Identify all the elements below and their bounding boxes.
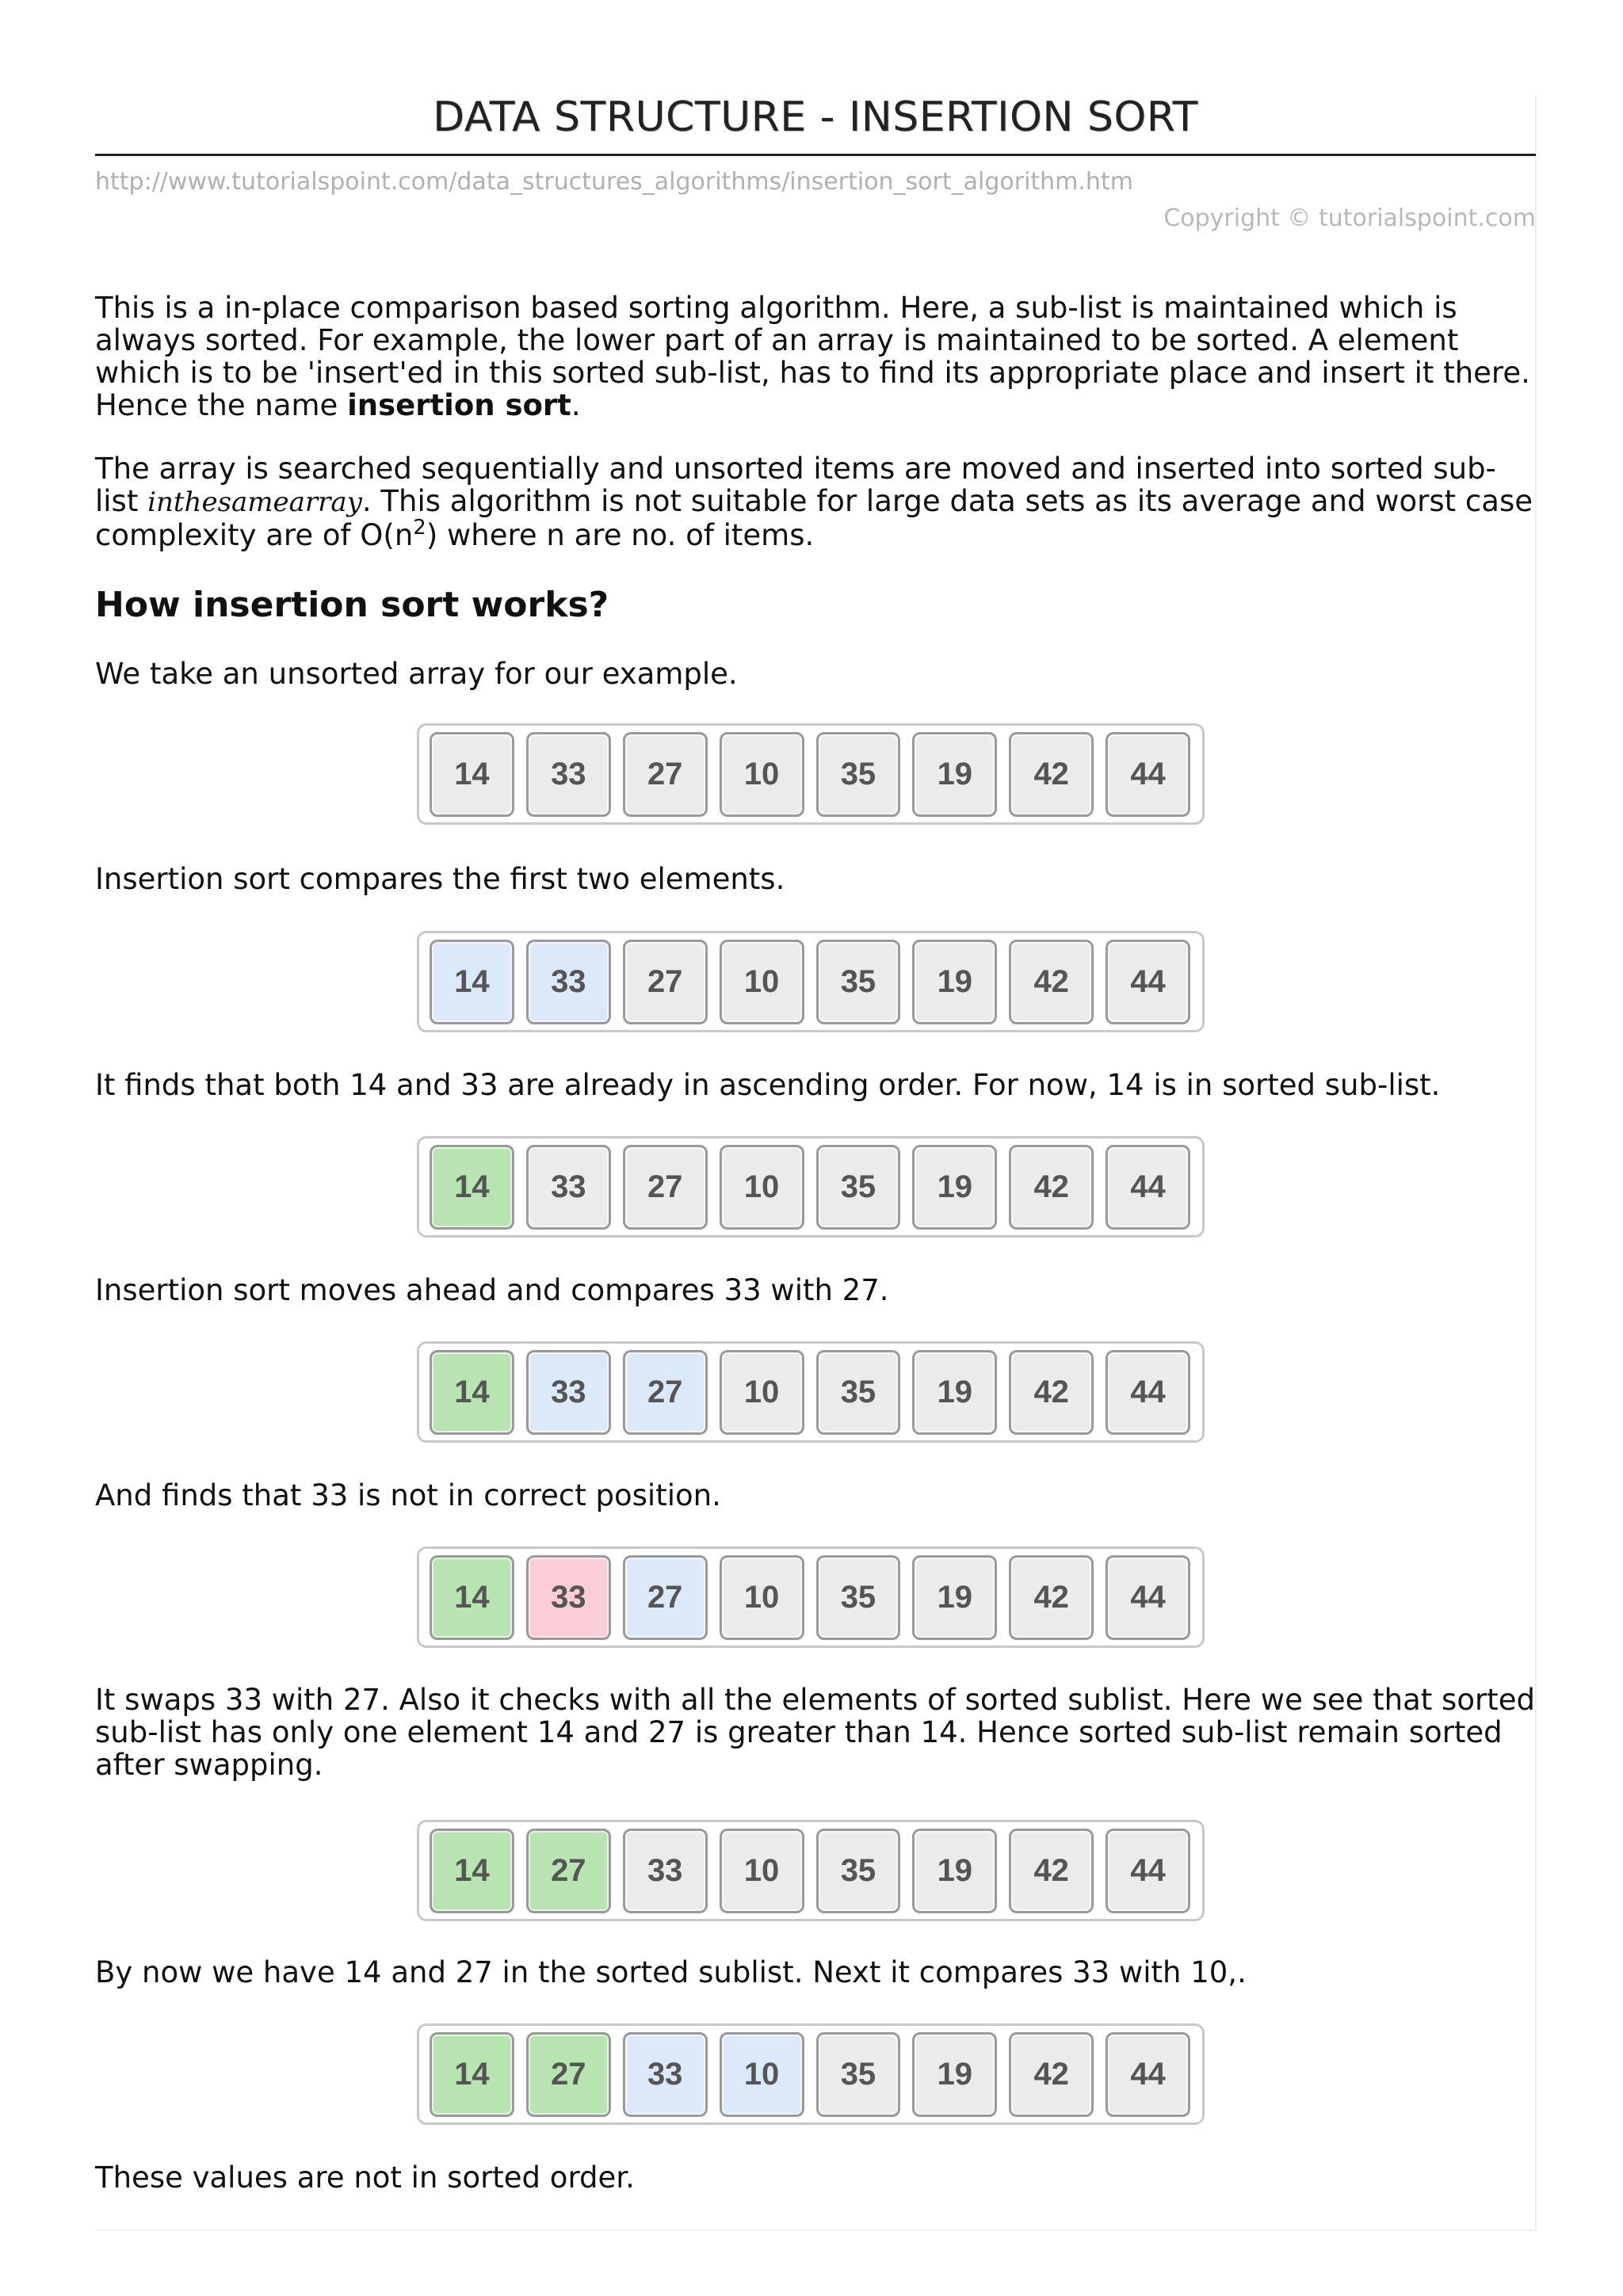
intro-p1-text: This is a in-place comparison based sorting algorithm. Here, a sub-list is maintained which is always sorted. For example, the lower part of an array is maintained to be sorted. A element which is to be 'insert'ed in this sorted sub-list, has to find its appropriate place and insert it there. Hence the name bbox=[95, 291, 1530, 422]
array-cell: 35 bbox=[816, 732, 901, 817]
intro-p1-end: . bbox=[571, 388, 581, 422]
intro-p2-mid: . This algorithm is not suitable for large data sets as its average and worst case complexity are of O(n bbox=[95, 484, 1533, 552]
array-cell: 27 bbox=[623, 732, 708, 817]
array-diagram-3 bbox=[417, 1136, 1205, 1238]
array-cell: 44 bbox=[1106, 1145, 1190, 1230]
array-cell: 10 bbox=[720, 1350, 804, 1435]
array-diagram-5 bbox=[417, 1547, 1205, 1648]
array-cell: 14 bbox=[430, 1145, 514, 1230]
array-cell: 33 bbox=[623, 2032, 708, 2117]
array-cell: 14 bbox=[430, 1829, 514, 1913]
document-page bbox=[95, 0, 1536, 2296]
array-cell: 27 bbox=[526, 2032, 611, 2117]
array-cell: 19 bbox=[912, 2032, 997, 2117]
array-cell: 33 bbox=[623, 1829, 708, 1913]
array-cell: 42 bbox=[1009, 2032, 1094, 2117]
array-cell: 27 bbox=[623, 1145, 708, 1230]
intro-paragraph-1 bbox=[95, 292, 1536, 421]
title-divider bbox=[95, 154, 1536, 156]
array-diagram-7 bbox=[417, 2023, 1205, 2125]
array-cell: 42 bbox=[1009, 1555, 1094, 1640]
array-cell: 19 bbox=[912, 1555, 997, 1640]
array-cell: 10 bbox=[720, 732, 804, 817]
array-cell: 35 bbox=[816, 1829, 901, 1913]
array-cell: 42 bbox=[1009, 940, 1094, 1024]
array-cell: 27 bbox=[623, 1350, 708, 1435]
array-cell: 42 bbox=[1009, 1145, 1094, 1230]
intro-p2-italic: inthesamearray bbox=[147, 486, 362, 518]
array-diagram-1 bbox=[417, 723, 1205, 825]
page-title: DATA STRUCTURE - INSERTION SORT bbox=[433, 93, 1198, 141]
array-cell: 14 bbox=[430, 732, 514, 817]
intro-paragraph-2 bbox=[95, 452, 1536, 551]
array-cell: 19 bbox=[912, 940, 997, 1024]
array-cell: 33 bbox=[526, 1350, 611, 1435]
array-cell: 42 bbox=[1009, 1350, 1094, 1435]
array-cell: 19 bbox=[912, 1145, 997, 1230]
array-cell: 42 bbox=[1009, 1829, 1094, 1913]
array-cell: 14 bbox=[430, 940, 514, 1024]
array-cell: 35 bbox=[816, 1350, 901, 1435]
step-caption-6: It swaps 33 with 27. Also it checks with all the elements of sorted sublist. Here we see that sorted sub-list has only one element 14 and 27 is greater than 14. Hence sorted sub-list remain sorted after swapping. bbox=[95, 1683, 1535, 1782]
step-caption-2: Insertion sort compares the first two elements. bbox=[95, 862, 785, 896]
step-caption-4: Insertion sort moves ahead and compares 33 with 27. bbox=[95, 1273, 889, 1307]
array-cell: 44 bbox=[1106, 732, 1190, 817]
array-cell: 44 bbox=[1106, 1829, 1190, 1913]
array-cell: 44 bbox=[1106, 2032, 1190, 2117]
array-cell: 44 bbox=[1106, 1555, 1190, 1640]
array-cell: 10 bbox=[720, 940, 804, 1024]
array-cell: 35 bbox=[816, 940, 901, 1024]
array-cell: 27 bbox=[623, 1555, 708, 1640]
intro-p2-start: The array is searched sequentially and unsorted items are moved and inserted into sorted sub-list bbox=[95, 452, 1496, 518]
array-diagram-4 bbox=[417, 1341, 1205, 1443]
array-cell: 33 bbox=[526, 1555, 611, 1640]
array-cell: 10 bbox=[720, 1145, 804, 1230]
array-diagram-6 bbox=[417, 1820, 1205, 1921]
array-cell: 10 bbox=[720, 1829, 804, 1913]
array-cell: 10 bbox=[720, 1555, 804, 1640]
array-cell: 27 bbox=[623, 940, 708, 1024]
array-cell: 27 bbox=[526, 1829, 611, 1913]
intro-p2-superscript: 2 bbox=[413, 516, 426, 540]
copyright-notice: Copyright © tutorialspoint.com bbox=[1163, 204, 1536, 232]
array-cell: 42 bbox=[1009, 732, 1094, 817]
source-url[interactable]: http://www.tutorialspoint.com/data_structures_algorithms/insertion_sort_algorithm.htm bbox=[95, 168, 1133, 196]
array-cell: 35 bbox=[816, 2032, 901, 2117]
intro-p1-bold: insertion sort bbox=[347, 388, 571, 422]
step-caption-5: And finds that 33 is not in correct position. bbox=[95, 1478, 721, 1512]
array-cell: 19 bbox=[912, 732, 997, 817]
array-cell: 10 bbox=[720, 2032, 804, 2117]
array-diagram-2 bbox=[417, 931, 1205, 1032]
section-heading: How insertion sort works? bbox=[95, 585, 609, 625]
step-caption-7: By now we have 14 and 27 in the sorted sublist. Next it compares 33 with 10,. bbox=[95, 1955, 1247, 1989]
step-caption-3: It finds that both 14 and 33 are already in ascending order. For now, 14 is in sorted sub-list. bbox=[95, 1068, 1441, 1102]
array-cell: 33 bbox=[526, 1145, 611, 1230]
array-cell: 44 bbox=[1106, 1350, 1190, 1435]
array-cell: 35 bbox=[816, 1145, 901, 1230]
array-cell: 14 bbox=[430, 2032, 514, 2117]
intro-p2-end: ) where n are no. of items. bbox=[426, 518, 815, 552]
array-cell: 33 bbox=[526, 940, 611, 1024]
array-cell: 19 bbox=[912, 1350, 997, 1435]
array-cell: 44 bbox=[1106, 940, 1190, 1024]
array-cell: 19 bbox=[912, 1829, 997, 1913]
final-caption: These values are not in sorted order. bbox=[95, 2161, 635, 2195]
step-caption-1: We take an unsorted array for our example. bbox=[95, 657, 738, 691]
array-cell: 33 bbox=[526, 732, 611, 817]
array-cell: 14 bbox=[430, 1555, 514, 1640]
array-cell: 35 bbox=[816, 1555, 901, 1640]
array-cell: 14 bbox=[430, 1350, 514, 1435]
